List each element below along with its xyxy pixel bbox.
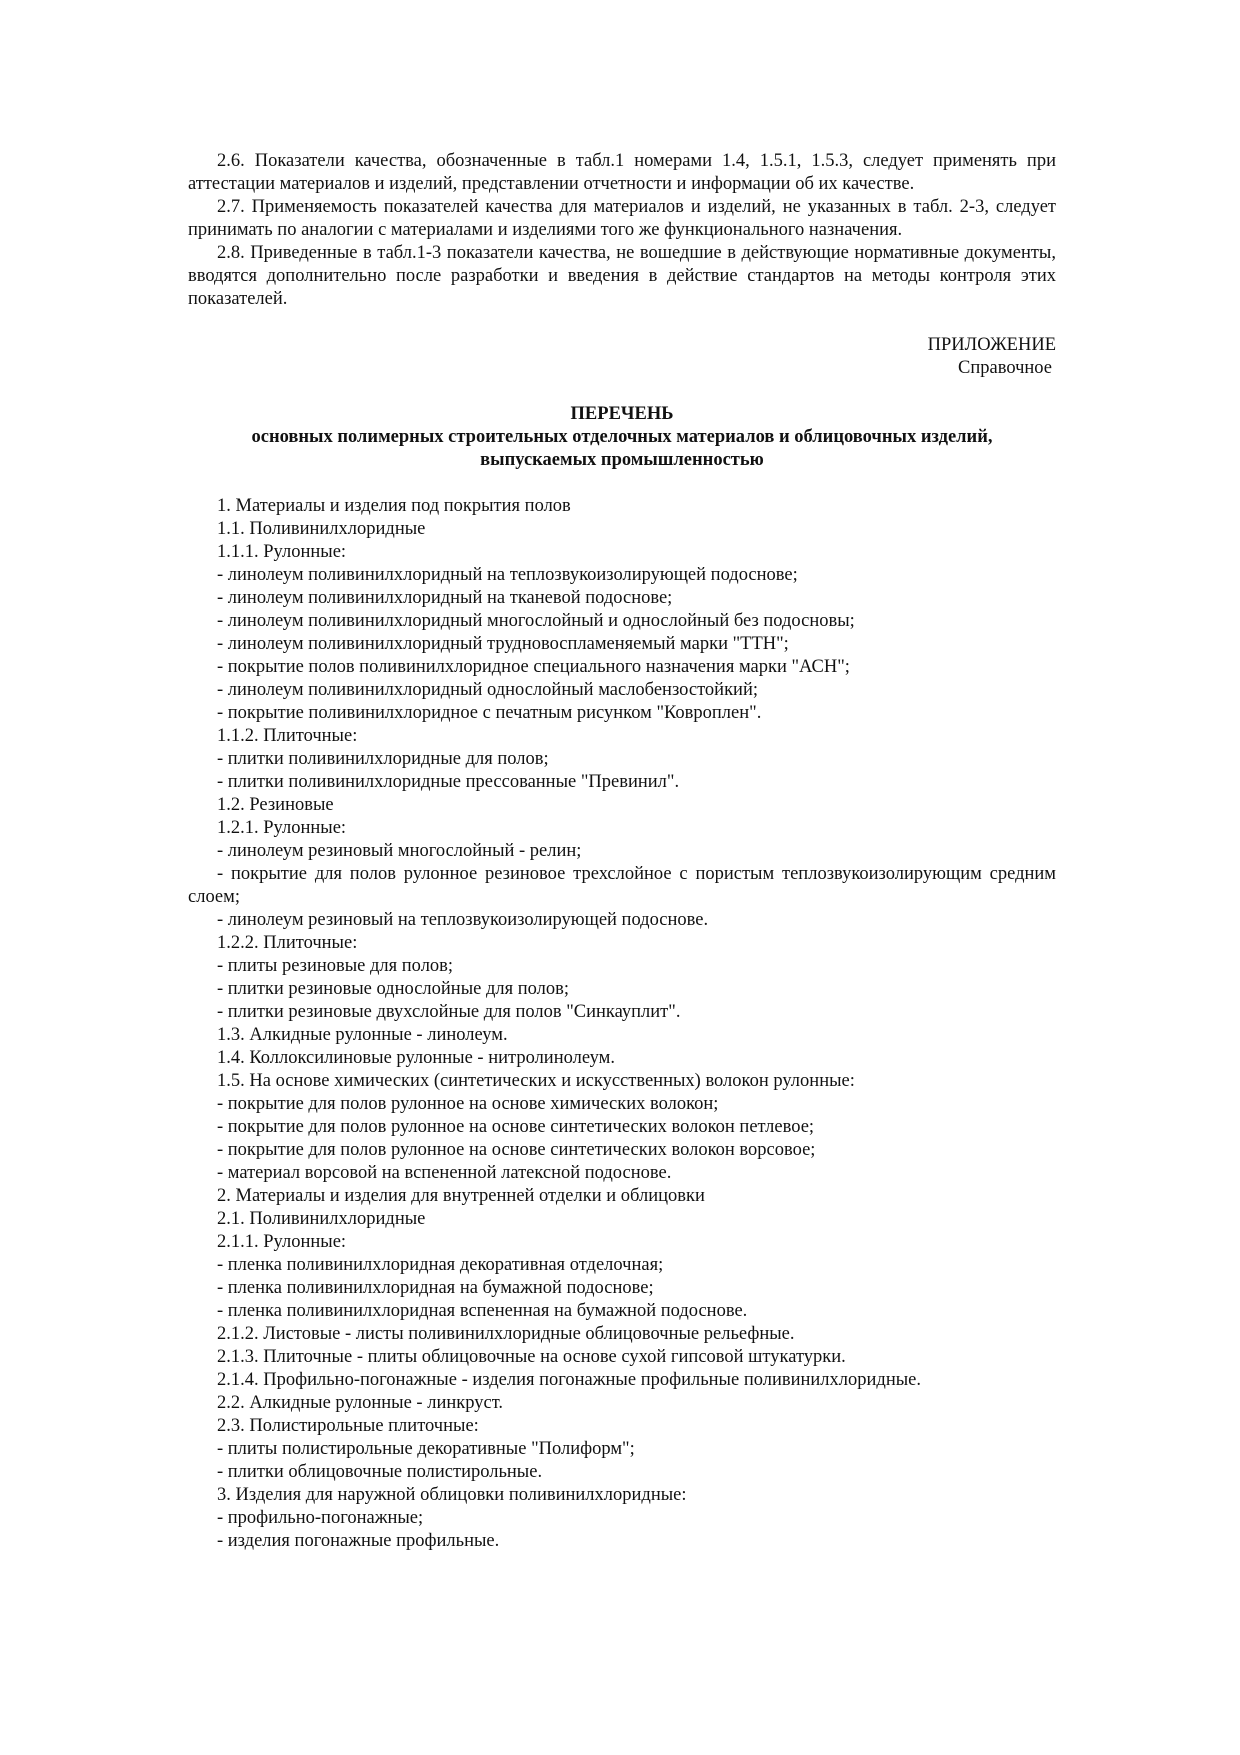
appendix-label [188,334,1056,380]
list-item: 1.2.1. Рулонные: [217,818,347,838]
list-item: 2.2. Алкидные рулонные - линкруст. [217,1393,504,1413]
list-item: - пленка поливинилхлоридная вспененная на бумажной подоснове. [217,1301,748,1321]
list-item: - плитки поливинилхлоридные для полов; [217,749,549,769]
list-item: - покрытие для полов рулонное на основе синтетических волокон ворсовое; [217,1140,816,1160]
list-item: - плитки поливинилхлоридные прессованные "Превинил". [217,772,680,792]
document-page [188,150,1056,1553]
list-item: - линолеум поливинилхлоридный многослойный и однослойный без подосновы; [217,611,855,631]
list-item: 1.5. На основе химических (синтетических и искусственных) волокон рулонные: [217,1071,855,1091]
list-item: 1.4. Коллоксилиновые рулонные - нитролинолеум. [217,1048,615,1068]
list-item: 1.2. Резиновые [217,795,334,815]
list-item: 2.1.1. Рулонные: [217,1232,347,1252]
list-item: 2.3. Полистирольные плиточные: [217,1416,479,1436]
paragraph-2-6: 2.6. Показатели качества, обозначенные в табл.1 номерами 1.4, 1.5.1, 1.5.3, следует применять при аттестации материалов и изделий, представлении отчетности и информации об их качестве. [188,151,1056,194]
list-item: - покрытие полов поливинилхлоридное специального назначения марки "АСН"; [217,657,850,677]
list-item: - линолеум поливинилхлоридный трудновоспламеняемый марки "ТТН"; [217,634,789,654]
materials-list [188,495,1056,1553]
appendix-subtitle: Справочное [958,358,1052,378]
list-item: - пленка поливинилхлоридная на бумажной подоснове; [217,1278,654,1298]
list-item: - плитки резиновые двухслойные для полов "Синкауплит". [217,1002,681,1022]
list-item: 2.1. Поливинилхлоридные [217,1209,426,1229]
list-item: 1.1.1. Рулонные: [217,542,347,562]
list-item: 1.3. Алкидные рулонные - линолеум. [217,1025,508,1045]
list-item: - линолеум поливинилхлоридный на теплозвукоизолирующей подоснове; [217,565,798,585]
heading-line-2: выпускаемых промышленностью [480,450,764,470]
list-item: - линолеум резиновый на теплозвукоизолирующей подоснове. [217,910,709,930]
list-item: - покрытие для полов рулонное на основе химических волокон; [217,1094,719,1114]
list-item: - пленка поливинилхлоридная декоративная отделочная; [217,1255,664,1275]
appendix-title: ПРИЛОЖЕНИЕ [927,335,1056,355]
list-item: - покрытие для полов рулонное на основе синтетических волокон петлевое; [217,1117,815,1137]
list-item: 1.1. Поливинилхлоридные [217,519,426,539]
list-item: - плиты резиновые для полов; [217,956,454,976]
intro-paragraphs [188,150,1056,311]
list-item: 1.2.2. Плиточные: [217,933,358,953]
list-item: - линолеум поливинилхлоридный на тканевой подоснове; [217,588,673,608]
list-item: - профильно-погонажные; [217,1508,424,1528]
heading-title: ПЕРЕЧЕНЬ [570,404,674,424]
list-item: 1.1.2. Плиточные: [217,726,358,746]
list-item: - материал ворсовой на вспененной латексной подоснове. [217,1163,672,1183]
list-item: - изделия погонажные профильные. [217,1531,500,1551]
list-item: 2.1.4. Профильно-погонажные - изделия погонажные профильные поливинилхлоридные. [217,1370,921,1390]
list-item: - покрытие для полов рулонное резиновое трехслойное с пористым теплозвукоизолирующим средним слоем; [188,864,1056,907]
list-item: 1. Материалы и изделия под покрытия полов [217,496,571,516]
list-item: - плитки резиновые однослойные для полов; [217,979,570,999]
list-item: - плитки облицовочные полистирольные. [217,1462,543,1482]
list-item: 2. Материалы и изделия для внутренней отделки и облицовки [217,1186,705,1206]
list-item: 2.1.3. Плиточные - плиты облицовочные на основе сухой гипсовой штукатурки. [217,1347,846,1367]
list-item: - плиты полистирольные декоративные "Полиформ"; [217,1439,635,1459]
list-item: 3. Изделия для наружной облицовки поливинилхлоридные: [217,1485,687,1505]
heading-line-1: основных полимерных строительных отделочных материалов и облицовочных изделий, [251,427,993,447]
paragraph-2-8: 2.8. Приведенные в табл.1-3 показатели качества, не вошедшие в действующие нормативные документы, вводятся дополнительно после разработки и введения в действие стандартов на методы контроля этих показателей. [188,243,1056,309]
list-item: - покрытие поливинилхлоридное с печатным рисунком "Ковроплен". [217,703,762,723]
list-heading [188,403,1056,472]
list-item: - линолеум поливинилхлоридный однослойный маслобензостойкий; [217,680,758,700]
list-item: 2.1.2. Листовые - листы поливинилхлоридные облицовочные рельефные. [217,1324,795,1344]
list-item: - линолеум резиновый многослойный - релин; [217,841,582,861]
paragraph-2-7: 2.7. Применяемость показателей качества для материалов и изделий, не указанных в табл. 2-3, следует принимать по аналогии с материалами и изделиями того же функционального назначения. [188,197,1056,240]
